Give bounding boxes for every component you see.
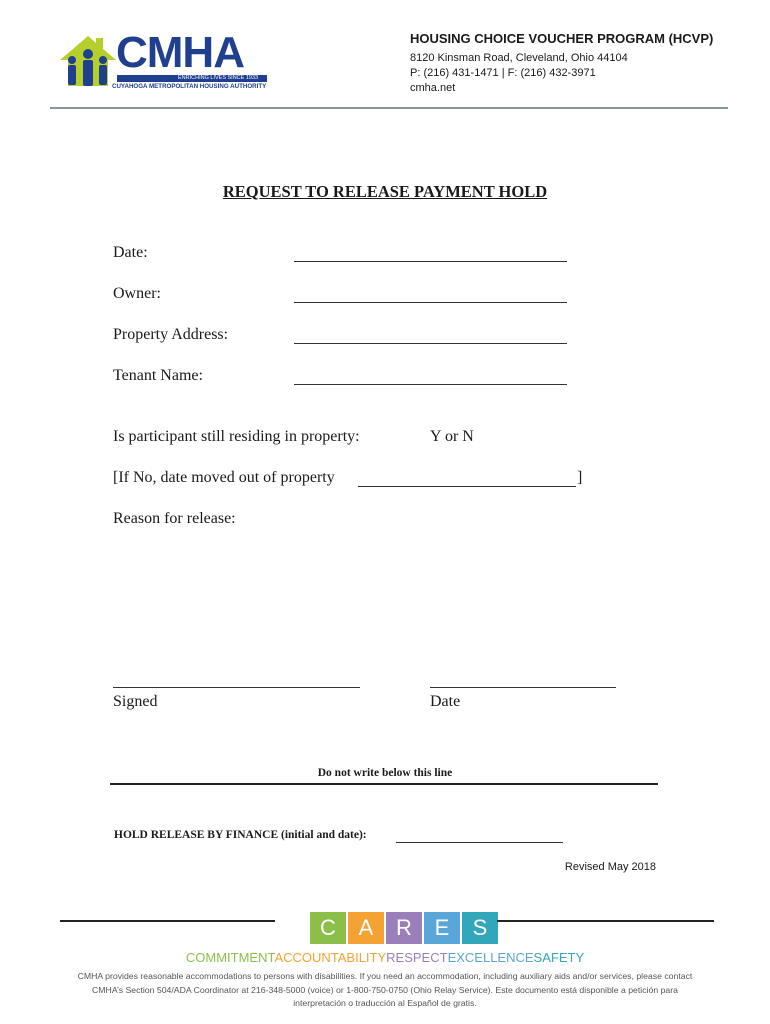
- disclaimer-line-3: interpretación o traducción al Español de gratis.: [293, 998, 477, 1008]
- below-line-note: Do not write below this line: [317, 767, 453, 779]
- footer-line-left: [60, 920, 275, 922]
- program-name: HOUSING CHOICE VOUCHER PROGRAM (HCVP): [410, 31, 714, 46]
- owner-field[interactable]: [294, 302, 567, 303]
- header-contact: [410, 31, 740, 96]
- moved-out-suffix: ]: [577, 469, 583, 486]
- logo-tagline: ENRICHING LIVES SINCE 1933: [178, 75, 259, 81]
- value-accountability: ACCOUNTABILITY: [274, 950, 387, 965]
- cares-letter-c: C: [310, 912, 346, 944]
- phone-fax: P: (216) 431-1471 | F: (216) 432-3971: [410, 67, 596, 79]
- tenant-name-field[interactable]: [294, 384, 567, 385]
- accommodation-disclaimer: [40, 970, 730, 1011]
- property-address-label: Property Address:: [113, 326, 229, 343]
- cares-letter-s: S: [462, 912, 498, 944]
- website-link[interactable]: cmha.net: [410, 82, 456, 94]
- cares-letter-e: E: [424, 912, 460, 944]
- signature-date-label: Date: [430, 693, 461, 710]
- value-excellence: EXCELLENCE: [447, 950, 534, 965]
- hold-release-field[interactable]: [396, 842, 563, 843]
- form-title: REQUEST TO RELEASE PAYMENT HOLD: [222, 182, 548, 201]
- reason-label: Reason for release:: [113, 510, 236, 527]
- revised-date: Revised May 2018: [564, 861, 656, 873]
- value-safety: SAFETY: [533, 950, 585, 965]
- cares-letter-r: R: [386, 912, 422, 944]
- value-respect: RESPECT: [386, 950, 448, 965]
- disclaimer-line-1: CMHA provides reasonable accommodations to persons with disabilities. If you need an accommodation, including auxiliary aids and/or services, please contact: [77, 971, 693, 981]
- residing-question: Is participant still residing in property:: [113, 428, 360, 445]
- cares-values: [0, 950, 770, 965]
- footer-line-right: [497, 920, 714, 922]
- signature-date-field[interactable]: [430, 687, 616, 688]
- moved-out-date-field[interactable]: [358, 486, 576, 487]
- cmha-logo: [58, 30, 270, 92]
- cut-line: [110, 783, 658, 785]
- logo-wordmark: CMHA: [116, 28, 244, 77]
- tenant-name-label: Tenant Name:: [113, 367, 203, 384]
- header-divider: [50, 107, 728, 109]
- date-field[interactable]: [294, 261, 567, 262]
- cares-logo: [310, 912, 498, 944]
- cares-letter-a: A: [348, 912, 384, 944]
- logo-subtitle: CUYAHOGA METROPOLITAN HOUSING AUTHORITY: [112, 83, 267, 90]
- signature-field[interactable]: [113, 687, 360, 688]
- date-label: Date:: [113, 244, 148, 261]
- residing-answer[interactable]: Y or N: [430, 428, 474, 445]
- property-address-field[interactable]: [294, 343, 567, 344]
- office-address: 8120 Kinsman Road, Cleveland, Ohio 44104: [410, 52, 628, 64]
- owner-label: Owner:: [113, 285, 161, 302]
- disclaimer-line-2: CMHA’s Section 504/ADA Coordinator at 216-348-5000 (voice) or 1-800-750-0750 (Ohio Relay Service). Este documento está disponible a petición para: [92, 984, 678, 995]
- hold-release-label: HOLD RELEASE BY FINANCE (initial and date):: [114, 829, 367, 841]
- moved-out-prefix: [If No, date moved out of property: [113, 469, 335, 486]
- signed-label: Signed: [113, 693, 158, 710]
- value-commitment: COMMITMENT: [185, 950, 275, 965]
